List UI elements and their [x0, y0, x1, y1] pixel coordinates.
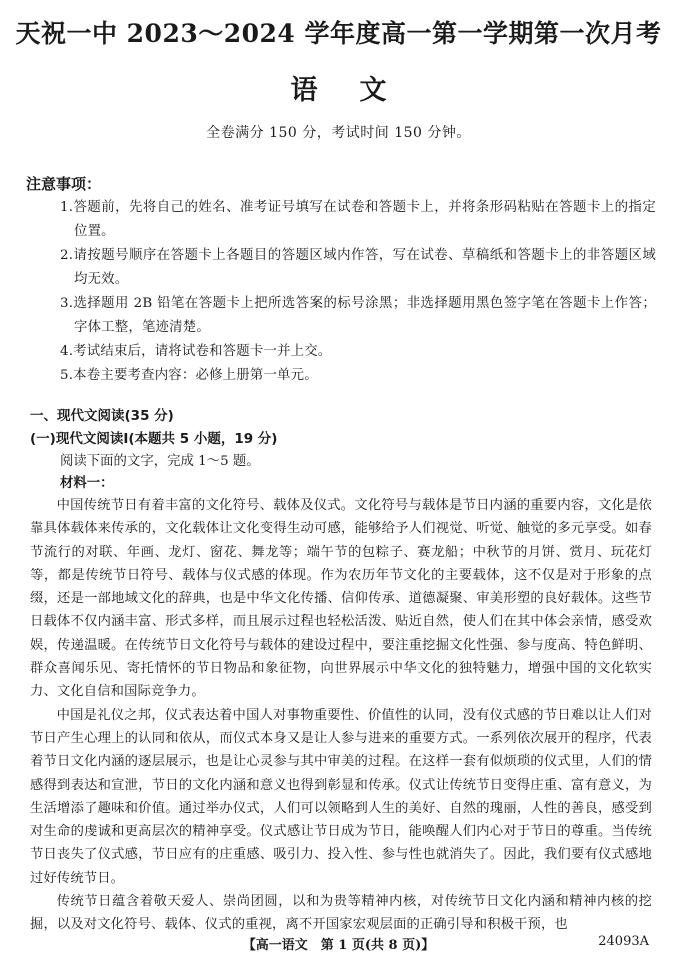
- exam-title: 天祝一中 2023～2024 学年度高一第一学期第一次月考: [15, 19, 662, 48]
- passage-paragraph: 中国传统节日有着丰富的文化符号、载体及仪式。文化符号与载体是节日内涵的重要内容，文化是依靠具体载体来传承的，文化载体让文化变得生动可感，能够给予人们视觉、听觉、触觉的多元享受。如春节流行的对联、年画、龙灯、窗花、舞龙等；端午节的包粽子、赛龙船；中秋节的月饼、赏月、玩花灯等，都是传统节日符号、载体与仪式感的体现。作为农历年节文化的主要载体，这不仅是对于形象的点缀，还是一部地域文化的辞典，也是中华文化传播、信仰传承、道德凝聚、审美形塑的良好载体。这些节日载体不仅内涵丰富、形式多样，而且展示过程也轻松活泼、贴近自然，使人们在其中体会亲情，感受欢娱，传递温暖。在传统节日文化符号与载体的建设过程中，要注重挖掘文化性强、参与度高、特色鲜明、群众喜闻乐见、寄托情怀的节日物品和象征物，向世界展示中华文化的独特魅力，增强中国的文化软实力、文化自信和国际竞争力。: [30, 498, 652, 700]
- passage-paragraph: 传统节日蕴含着敬天爱人、崇尚团圆，以和为贵等精神内核，对传统节日文化内涵和精神内核的挖掘，以及对文化符号、载体、仪式的重视，离不开国家宏观层面的正确引导和积极干预，也: [30, 894, 652, 933]
- material-label: 材料一：: [60, 476, 114, 491]
- reading-instruction: 阅读下面的文字，完成 1～5 题。: [60, 454, 260, 469]
- score-time-line: 全卷满分 150 分，考试时间 150 分钟。: [206, 125, 471, 141]
- subsection-title: (一)现代文阅读Ⅰ(本题共 5 小题，19 分): [30, 431, 278, 447]
- notice-item: 3.选择题用 2B 铅笔在答题卡上把所选答案的标号涂黑；非选择题用黑色签字笔在答题卡上作答；字体工整，笔迹清楚。: [60, 296, 656, 335]
- notice-item: 4.考试结束后，请将试卷和答题卡一并上交。: [60, 344, 332, 359]
- notice-list: [60, 196, 656, 388]
- notice-item: 1.答题前，先将自己的姓名、准考证号填写在试卷和答题卡上，并将条形码粘贴在答题卡上的指定位置。: [60, 200, 656, 239]
- page-footer: [0, 934, 677, 954]
- notice-title: 注意事项：: [26, 175, 102, 193]
- exam-code: 24093A: [598, 934, 649, 949]
- page-number-label: 【高一语文 第 1 页(共 8 页)】: [242, 938, 435, 953]
- section-title: 一、现代文阅读(35 分): [30, 408, 174, 424]
- notice-item: 5.本卷主要考查内容：必修上册第一单元。: [60, 368, 318, 383]
- subject-title: 语文: [290, 75, 429, 106]
- notice-item: 2.请按题号顺序在答题卡上各题目的答题区域内作答，写在试卷、草稿纸和答题卡上的非答题区域均无效。: [60, 248, 656, 287]
- passage-paragraph: 中国是礼仪之邦，仪式表达着中国人对事物重要性、价值性的认同，没有仪式感的节日难以让人们对节日产生心理上的认同和依从，而仪式本身又是让人参与进来的重要方式。一系列依次展开的程序，代表着节日文化内涵的逐层展示，也是让心灵参与其中审美的过程。在这样一套有似烦琐的仪式里，人们的情感得到表达和宣泄，节日的文化内涵和意义也得到彰显和传承。仪式让传统节日变得庄重、富有意义，为生活增添了趣味和价值。通过举办仪式，人们可以领略到人生的美好、自然的瑰丽，人性的善良，感受到对生命的虔诚和更高层次的精神享受。仪式感让节日成为节日，能唤醒人们内心对于节日的尊重。当传统节日丧失了仪式感，节日应有的庄重感、吸引力、投入性、参与性也就消失了。因此，我们要有仪式感地过好传统节日。: [30, 707, 652, 886]
- reading-passage: [30, 494, 652, 937]
